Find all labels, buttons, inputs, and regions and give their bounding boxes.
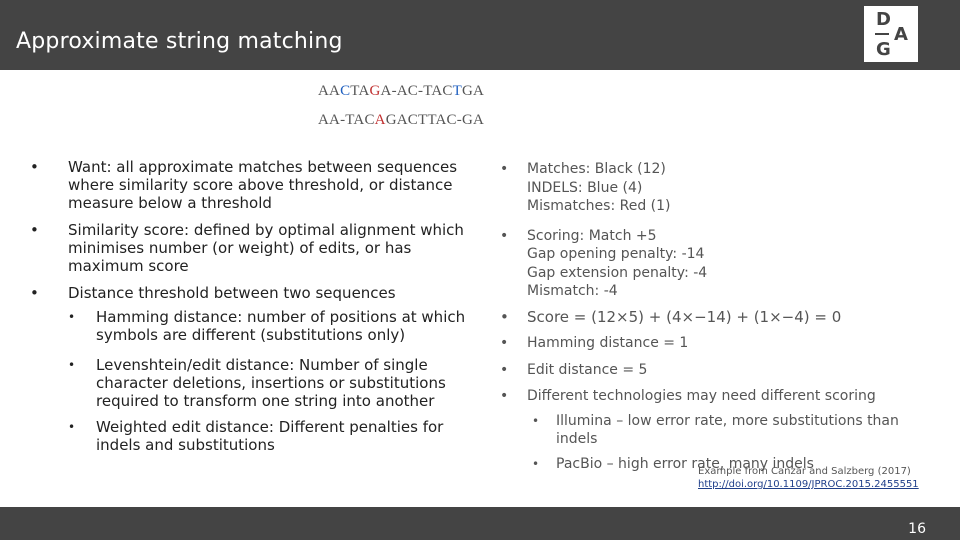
- bullet-line: Gap opening penalty: -14: [527, 246, 705, 262]
- alignment-segment: A: [374, 112, 386, 128]
- bullet-text: Similarity score: defined by optimal alignment which minimises number (or weight) of edits, or has maximum score: [68, 221, 464, 275]
- sub-bullet-text: Hamming distance: number of positions at which symbols are different (substitutions only): [96, 308, 466, 344]
- bullet-item: [500, 308, 940, 327]
- citation: [698, 465, 919, 491]
- bullet-line: Gap extension penalty: -4: [527, 264, 708, 281]
- logo-letter-d: D: [876, 9, 891, 30]
- sub-bullet-item: [30, 418, 470, 454]
- bullet-line: Mismatch: -4: [527, 283, 618, 299]
- bullet-icon: •: [500, 307, 509, 326]
- alignment-segment: GACTTAC-GA: [385, 112, 485, 128]
- sub-bullet-text: PacBio – high error rate, many indels: [556, 455, 814, 472]
- citation-link[interactable]: http://doi.org/10.1109/JPROC.2015.2455551: [698, 479, 919, 490]
- bullet-line: Mismatches: Red (1): [527, 198, 671, 214]
- bullet-item: [500, 361, 940, 380]
- sub-bullet-item: [500, 412, 940, 449]
- bullet-icon: •: [30, 284, 39, 302]
- bullet-line: INDELS: Blue (4): [527, 179, 643, 196]
- left-bullet-list: [30, 158, 470, 464]
- alignment-segment: GA: [461, 83, 485, 99]
- footer-bar: [0, 507, 960, 540]
- bullet-item: [30, 158, 470, 212]
- alignment-segment: C: [340, 83, 351, 99]
- bullet-line: Edit distance = 5: [527, 361, 648, 378]
- bullet-icon: •: [500, 388, 509, 404]
- bullet-item: [500, 160, 940, 216]
- slide-title: Approximate string matching: [16, 29, 343, 54]
- bullet-icon: •: [500, 227, 509, 244]
- alignment-segment: AA: [318, 83, 341, 99]
- bullet-line: Score = (12×5) + (4×−14) + (1×−4) = 0: [527, 307, 842, 326]
- right-bullet-list: [500, 160, 940, 479]
- bullet-item: [500, 387, 940, 406]
- sub-bullet-item: [30, 308, 470, 344]
- bullet-icon: •: [30, 221, 39, 239]
- sub-bullet-icon: •: [68, 420, 76, 434]
- title-bar: [0, 0, 960, 70]
- bullet-icon: •: [500, 361, 509, 378]
- alignment-segment: G: [369, 83, 381, 99]
- page-number: 16: [908, 521, 926, 537]
- sub-bullet-item: [30, 356, 470, 410]
- citation-text: Example from Canzar and Salzberg (2017): [698, 466, 911, 477]
- alignment-seq-1: [318, 83, 484, 100]
- bullet-item: [500, 334, 940, 353]
- alignment-segment: T: [452, 83, 462, 99]
- bullet-text: Distance threshold between two sequences: [68, 284, 396, 302]
- logo-letter-g: G: [876, 39, 891, 60]
- sub-bullet-icon: •: [68, 310, 76, 324]
- dag-logo: [864, 6, 918, 62]
- bullet-item: [500, 227, 940, 301]
- bullet-line: Scoring: Match +5: [527, 227, 657, 244]
- bullet-line: Hamming distance = 1: [527, 335, 689, 351]
- sub-bullet-icon: •: [68, 358, 76, 372]
- alignment-segment: AA-TAC: [318, 112, 375, 128]
- logo-letter-a: A: [894, 24, 908, 45]
- alignment-segment: A-AC-TAC: [380, 83, 453, 99]
- bullet-text: Want: all approximate matches between sequences where similarity score above threshold, or distance measure below a threshold: [68, 158, 458, 212]
- bullet-line: Different technologies may need different scoring: [527, 388, 876, 404]
- sub-bullet-icon: •: [532, 413, 540, 428]
- alignment-segment: TA: [350, 83, 370, 99]
- alignment-seq-2: [318, 112, 484, 129]
- sub-bullet-text: Levenshtein/edit distance: Number of single character deletions, insertions or substitutions required to transform one string into another: [96, 356, 446, 410]
- bullet-item: [30, 284, 470, 302]
- bullet-icon: •: [500, 335, 509, 351]
- sub-bullet-icon: •: [532, 456, 540, 471]
- bullet-icon: •: [30, 158, 39, 176]
- sub-bullet-text: Weighted edit distance: Different penalties for indels and substitutions: [96, 418, 444, 454]
- bullet-line: Matches: Black (12): [527, 161, 666, 177]
- bullet-icon: •: [500, 161, 509, 177]
- bullet-item: [30, 221, 470, 275]
- logo-bar: [875, 33, 889, 35]
- sub-bullet-text: Illumina – low error rate, more substitutions than indels: [556, 412, 899, 447]
